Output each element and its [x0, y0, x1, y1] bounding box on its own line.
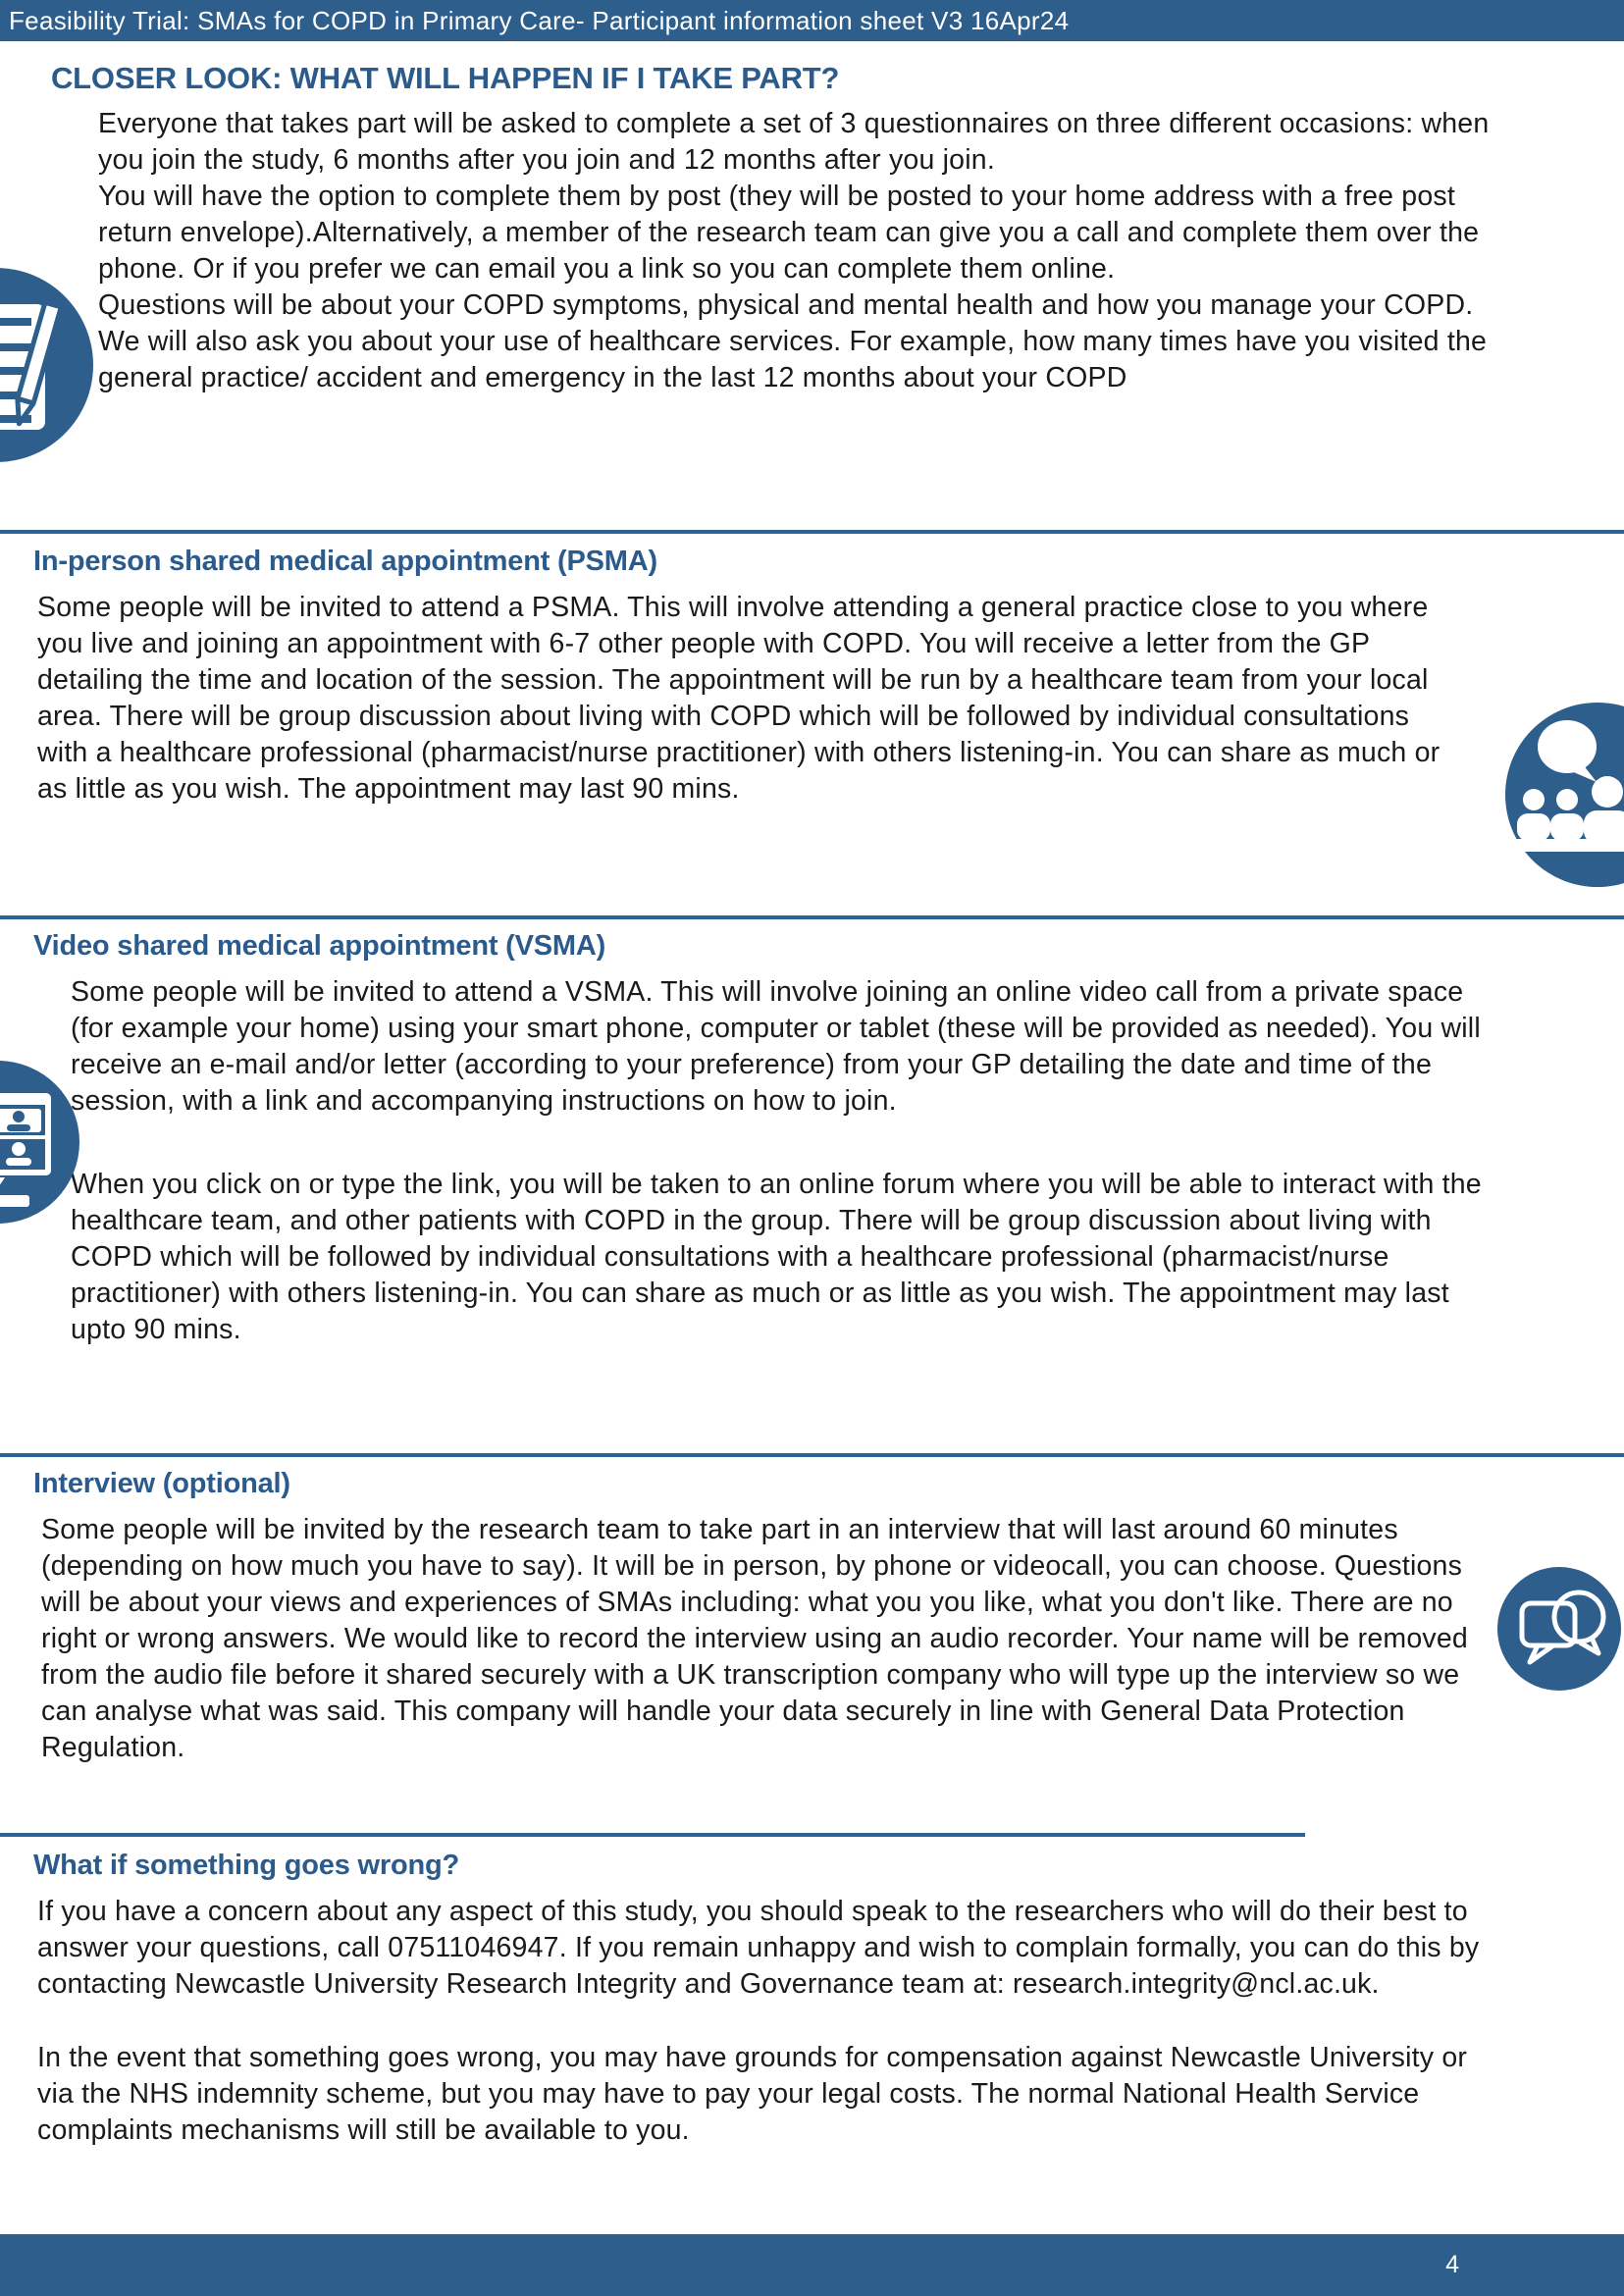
section-title-psma: In-person shared medical appointment (PSMA): [33, 546, 657, 577]
section-title-vsma: Video shared medical appointment (VSMA): [33, 930, 606, 962]
divider: [0, 915, 1624, 919]
section-title-closer-look: CLOSER LOOK: WHAT WILL HAPPEN IF I TAKE PART?: [51, 61, 840, 95]
group-discussion-icon: [1504, 702, 1624, 888]
divider: [0, 1833, 1305, 1837]
section-interview: [0, 1468, 1624, 1766]
section-vsma: [0, 930, 1624, 1348]
questionnaire-checklist-icon: [0, 267, 94, 463]
divider: [0, 530, 1624, 534]
paragraph: You will have the option to complete them by post (they will be posted to your home address with a free post return envelope).Alternatively, a member of the research team can give you a call and complete them over the phone. Or if you prefer we can email you a link so you can complete them online.: [98, 181, 1480, 285]
divider: [0, 1453, 1624, 1457]
paragraph: When you click on or type the link, you will be taken to an online forum where you will be able to interact with the healthcare team, and other patients with COPD in the group. There will be group discussion about living with COPD which will be followed by individual consultations with a healthcare professional (pharmacist/nurse practitioner) with others listening-in. You can share as much or as little as you wish. The appointment may last upto 90 mins.: [71, 1169, 1482, 1345]
page-number: 4: [1445, 2251, 1459, 2278]
paragraph: In the event that something goes wrong, you may have grounds for compensation against Newcastle University or via the NHS indemnity scheme, but you may have to pay your legal costs. The normal National Health Service complaints mechanisms will still be available to you.: [37, 2042, 1468, 2146]
paragraph: Some people will be invited by the research team to take part in an interview that will last around 60 minutes (depending on how much you have to say). It will be in person, by phone or videocall, you can choose. Questions will be about your views and experiences of SMAs including: what you you like, what you don't like. There are no right or wrong answers. We would like to record the interview using an audio recorder. Your name will be removed from the audio file before it shared securely with a UK transcription company who will type up the interview so we can analyse what was said. This company will handle your data securely in line with General Data Protection Regulation.: [41, 1514, 1468, 1763]
video-call-icon: [0, 1060, 80, 1225]
paragraph: Some people will be invited to attend a VSMA. This will involve joining an online video call from a private space (for example your home) using your smart phone, computer or tablet (these will be provided as needed). You will receive an e-mail and/or letter (according to your preference) from your GP detailing the date and time of the session, with a link and accompanying instructions on how to join.: [71, 976, 1481, 1117]
footer-bar: [0, 2234, 1624, 2296]
section-closer-look: [0, 61, 1624, 396]
header-bar: [0, 0, 1624, 41]
paragraph: Everyone that takes part will be asked to complete a set of 3 questionnaires on three different occasions: when you join the study, 6 months after you join and 12 months after you join.: [98, 108, 1490, 176]
paragraph: If you have a concern about any aspect of this study, you should speak to the researchers who will do their best to answer your questions, call 07511046947. If you remain unhappy and wish to complain formally, you can do this by contacting Newcastle University Research Integrity and Governance team at: research.integrity@ncl.ac.uk.: [37, 1896, 1480, 2000]
header-title: Feasibility Trial: SMAs for COPD in Primary Care- Participant information sheet V3 16Apr24: [9, 5, 1070, 35]
paragraph: Questions will be about your COPD symptoms, physical and mental health and how you manage your COPD. We will also ask you about your use of healthcare services. For example, how many times have you visited the general practice/ accident and emergency in the last 12 months about your COPD: [98, 289, 1488, 393]
speech-bubbles-icon: [1496, 1566, 1622, 1692]
section-title-something-wrong: What if something goes wrong?: [33, 1850, 460, 1881]
paragraph: Some people will be invited to attend a PSMA. This will involve attending a general practice close to you where you live and joining an appointment with 6-7 other people with COPD. You will receive a letter from the GP detailing the time and location of the session. The appointment will be run by a healthcare team from your local area. There will be group discussion about living with COPD which will be followed by individual consultations with a healthcare professional (pharmacist/nurse practitioner) with others listening-in. You can share as much or as little as you wish. The appointment may last 90 mins.: [37, 592, 1441, 805]
section-psma: [0, 546, 1624, 808]
section-title-interview: Interview (optional): [33, 1468, 290, 1499]
section-something-wrong: [0, 1850, 1624, 2149]
